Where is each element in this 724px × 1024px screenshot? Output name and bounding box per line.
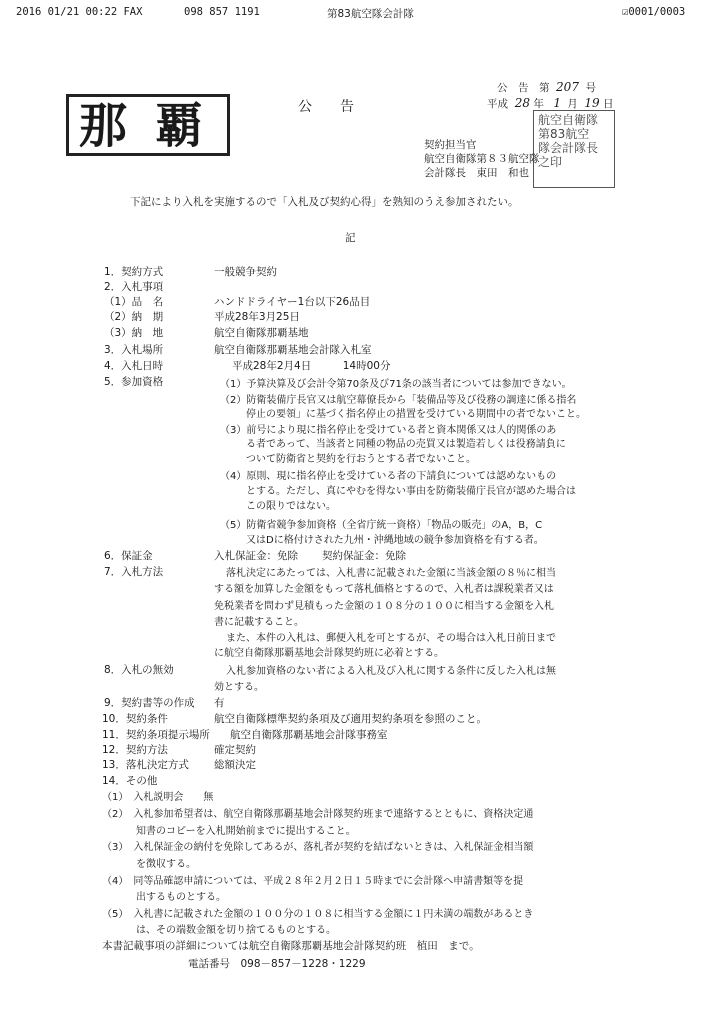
naha-stamp bbox=[66, 94, 230, 156]
qualification-line: （4）原則、現に指名停止を受けている者の下請負については認めないもの bbox=[220, 471, 557, 482]
item-6-label: 6．保証金 bbox=[104, 550, 153, 562]
other-line: は、その端数金額を切り捨てるものとする。 bbox=[136, 925, 336, 936]
other-line: 知書のコピーを入札開始前までに提出すること。 bbox=[136, 826, 356, 837]
invalid-bids-line: 効とする。 bbox=[214, 682, 264, 693]
item-12-label: 12．契約方法 bbox=[102, 744, 168, 756]
other-line: を徴収する。 bbox=[136, 859, 196, 870]
qualification-line: この限りではない。 bbox=[246, 501, 336, 512]
bid-guarantee: 入札保証金：免除 bbox=[214, 550, 298, 562]
item-9-value: 有 bbox=[214, 697, 225, 709]
notice-date: 平成 28 年 1 月 19 日 bbox=[487, 96, 614, 110]
fax-sender: 第83航空隊会計隊 bbox=[327, 8, 414, 20]
qualification-line: （5）防衛省競争参加資格（全省庁統一資格）「物品の販売」のA，B，C bbox=[220, 520, 543, 531]
qualification-line: （1）予算決算及び会計令第70条及び71条の該当者については参加できない。 bbox=[220, 379, 572, 390]
bid-method-line: する額を加算した金額をもって落札価格とするので、入札者は課税業者又は bbox=[214, 584, 554, 595]
item-1-label: 1．契約方式 bbox=[104, 266, 164, 278]
item-2-1-value: ハンドドライヤー1台以下26品目 bbox=[214, 296, 371, 308]
bid-method-line: に航空自衛隊那覇基地会計隊契約班に必着とする。 bbox=[214, 648, 444, 659]
item-3-value: 航空自衛隊那覇基地会計隊入札室 bbox=[214, 344, 372, 356]
item-10-label: 10．契約条件 bbox=[102, 713, 168, 725]
notice-number-value: 207 bbox=[556, 80, 579, 94]
intro-text: 下記により入札を実施するので「入札及び契約心得」を熟知のうえ参加されたい。 bbox=[130, 196, 519, 208]
official-seal: 航空自衛隊 第83航空 隊会計隊長 之印 bbox=[533, 110, 615, 188]
bid-method-line: 免税業者を問わず見積もった金額の１０８分の１００に相当する金額を入札 bbox=[214, 601, 554, 612]
item-14-label: 14．その他 bbox=[102, 775, 158, 787]
ki-heading: 記 bbox=[345, 232, 356, 244]
item-2-3-value: 航空自衛隊那覇基地 bbox=[214, 327, 309, 339]
item-2-label: 2．入札事項 bbox=[104, 281, 164, 293]
qualification-line: （3）前号により現に指名停止を受けている者と資本関係又は人的関係のあ bbox=[220, 425, 557, 436]
issuer-name: 会計隊長 東田 和也 bbox=[424, 167, 529, 179]
item-3-label: 3．入札場所 bbox=[104, 344, 164, 356]
qualification-line: 停止の要領」に基づく指名停止の措置を受けている期間中の者でないこと。 bbox=[246, 409, 586, 420]
item-10-value: 航空自衛隊標準契約条項及び適用契約条項を参照のこと。 bbox=[214, 713, 487, 725]
phone-number: 電話番号 098－857－1228・1229 bbox=[188, 958, 366, 970]
issuer-title: 契約担当官 bbox=[424, 139, 477, 151]
item-4-value: 平成28年2月4日 14時00分 bbox=[232, 360, 391, 372]
item-9-label: 9．契約書等の作成 bbox=[104, 697, 195, 709]
issuer-unit: 航空自衛隊第８３航空隊 bbox=[424, 153, 540, 165]
invalid-bids-line: 入札参加資格のない者による入札及び入札に関する条件に反した入札は無 bbox=[226, 666, 556, 677]
qualification-line: ついて防衛省と契約を行おうとする者でないこと。 bbox=[246, 454, 476, 465]
item-2-1-label: （1）品 名 bbox=[104, 296, 164, 308]
item-4-label: 4．入札日時 bbox=[104, 360, 164, 372]
notice-title: 公 告 bbox=[298, 99, 354, 115]
bid-method-line: 書に記載すること。 bbox=[214, 617, 304, 628]
contract-guarantee: 契約保証金：免除 bbox=[322, 550, 406, 562]
item-11-label: 11．契約条項提示場所 bbox=[102, 729, 210, 741]
other-line: （2） 入札参加希望者は、航空自衛隊那覇基地会計隊契約班まで連絡するとともに、資格決定通 bbox=[102, 809, 534, 820]
fax-datetime: 2016 01/21 00:22 FAX bbox=[16, 6, 143, 18]
fax-page: ☑0001/0003 bbox=[622, 6, 686, 18]
item-2-3-label: （3）納 地 bbox=[104, 327, 164, 339]
qualification-line: （2）防衛装備庁長官又は航空幕僚長から「装備品等及び役務の調達に係る指名 bbox=[220, 395, 577, 406]
notice-number: 公 告 第 207 号 bbox=[497, 80, 596, 94]
qualification-line: 又はDに格付けされた九州・沖縄地域の競争参加資格を有する者。 bbox=[246, 535, 544, 546]
item-7-label: 7．入札方法 bbox=[104, 566, 164, 578]
item-2-2-value: 平成28年3月25日 bbox=[214, 311, 300, 323]
item-5-label: 5．参加資格 bbox=[104, 376, 164, 388]
other-line: （1） 入札説明会 無 bbox=[102, 792, 214, 803]
other-line: （3） 入札保証金の納付を免除してあるが、落札者が契約を結ばないときは、入札保証金相当額 bbox=[102, 842, 534, 853]
item-2-2-label: （2）納 期 bbox=[104, 311, 164, 323]
bid-method-line: 落札決定にあたっては、入札書に記載された金額に当該金額の８％に相当 bbox=[226, 568, 556, 579]
qualification-line: る者であって、当該者と同種の物品の売買又は製造若しくは役務請負に bbox=[246, 439, 566, 450]
item-12-value: 確定契約 bbox=[214, 744, 256, 756]
other-line: （5） 入札書に記載された金額の１００分の１０８に相当する金額に１円未満の端数があるとき bbox=[102, 909, 534, 920]
item-8-label: 8．入札の無効 bbox=[104, 664, 174, 676]
other-line: 出するものとする。 bbox=[136, 892, 226, 903]
other-line: （4） 同等品確認申請については、平成２８年２月２日１５時までに会計隊へ申請書類等を提 bbox=[102, 876, 524, 887]
naha-stamp-char-2: 覇 bbox=[155, 98, 204, 154]
naha-stamp-char-1: 那 bbox=[79, 98, 128, 154]
item-11-value: 航空自衛隊那覇基地会計隊事務室 bbox=[230, 729, 388, 741]
qualification-line: とする。ただし、真にやむを得ない事由を防衛装備庁長官が認めた場合は bbox=[246, 486, 576, 497]
item-13-value: 総額決定 bbox=[214, 759, 256, 771]
item-13-label: 13．落札決定方式 bbox=[102, 759, 189, 771]
item-1-value: 一般競争契約 bbox=[214, 266, 277, 278]
closing-text: 本書記載事項の詳細については航空自衛隊那覇基地会計隊契約班 植田 まで。 bbox=[102, 940, 480, 952]
fax-number: 098 857 1191 bbox=[184, 6, 260, 18]
bid-method-line: また、本件の入札は、郵便入札を可とするが、その場合は入札日前日まで bbox=[226, 633, 556, 644]
